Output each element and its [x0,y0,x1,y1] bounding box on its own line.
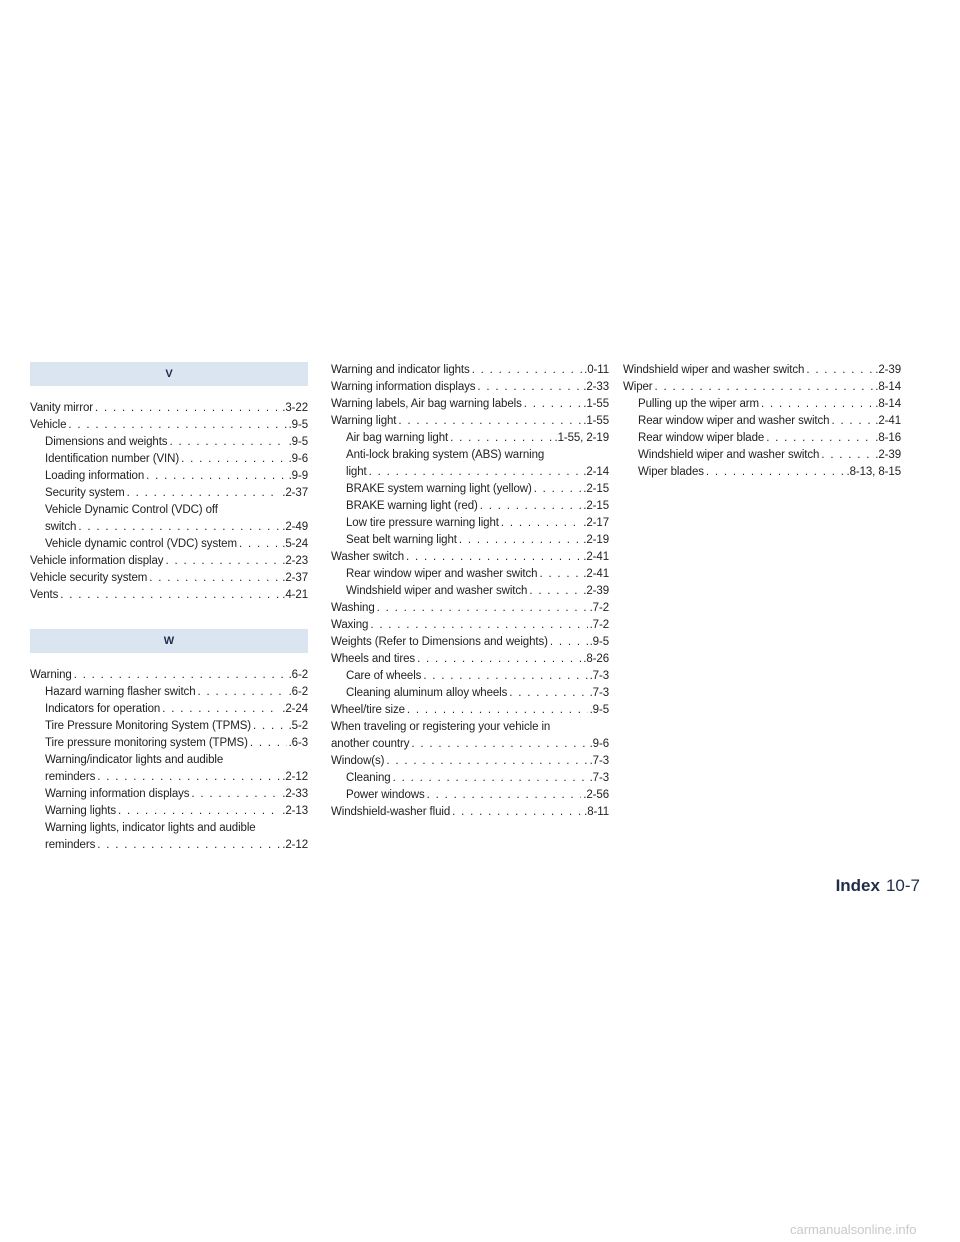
watermark: carmanualsonline.info [790,1222,917,1237]
index-subentry: Cleaning aluminum alloy wheels . . . .7-3 [331,685,609,702]
index-entry: Wheel/tire size . . . .9-5 [331,702,609,719]
index-subentry: reminders . . . .2-12 [30,837,308,854]
index-entry: Waxing . . . .7-2 [331,617,609,634]
index-entry: Windshield wiper and washer switch . . . .2-39 [623,362,901,379]
index-entry: Windshield-washer fluid . . . .8-11 [331,804,609,821]
section-header-v [30,362,308,386]
index-column-2 [331,362,609,821]
index-entry: Warning . . . .6-2 [30,667,308,684]
index-subentry: Rear window wiper blade . . . .8-16 [623,430,901,447]
index-subentry: Indicators for operation . . . .2-24 [30,701,308,718]
index-entry: Warning labels, Air bag warning labels . . . .1-55 [331,396,609,413]
index-subentry: Loading information . . . .9-9 [30,468,308,485]
index-subentry: BRAKE warning light (red) . . . .2-15 [331,498,609,515]
index-entry: Washer switch . . . .2-41 [331,549,609,566]
index-entry: Window(s) . . . .7-3 [331,753,609,770]
index-subentry: Tire pressure monitoring system (TPMS) . . . .6-3 [30,735,308,752]
index-subentry: Warning lights . . . .2-13 [30,803,308,820]
index-subentry: Security system . . . .2-37 [30,485,308,502]
index-subentry: Cleaning . . . .7-3 [331,770,609,787]
index-subentry: Warning/indicator lights and audible [45,754,224,766]
index-subentry: Vehicle Dynamic Control (VDC) off [45,504,218,516]
index-subentry: BRAKE system warning light (yellow) . . . .2-15 [331,481,609,498]
page-number: 10-7 [885,876,920,895]
index-subentry: Hazard warning flasher switch . . . .6-2 [30,684,308,701]
index-subentry: Tire Pressure Monitoring System (TPMS) . . . .5-2 [30,718,308,735]
index-entry: Washing . . . .7-2 [331,600,609,617]
index-entry: Wiper . . . .8-14 [623,379,901,396]
index-subentry: reminders . . . .2-12 [30,769,308,786]
index-subentry: Anti-lock braking system (ABS) warning [346,449,545,461]
section-letter-w: W [163,635,175,647]
index-subentry: Power windows . . . .2-56 [331,787,609,804]
index-entry: When traveling or registering your vehicle in [331,721,551,733]
index-entry: Warning and indicator lights . . . .0-11 [331,362,609,379]
section-letter-v: V [165,368,173,380]
index-entry: Vehicle security system . . . .2-37 [30,570,308,587]
index-subentry: light . . . .2-14 [331,464,609,481]
index-subentry: Dimensions and weights . . . .9-5 [30,434,308,451]
index-entry: Vehicle information display . . . .2-23 [30,553,308,570]
index-entry: Weights (Refer to Dimensions and weights) . . . .9-5 [331,634,609,651]
index-subentry: Vehicle dynamic control (VDC) system . . . .5-24 [30,536,308,553]
index-subentry: Seat belt warning light . . . .2-19 [331,532,609,549]
index-subentry: Windshield wiper and washer switch . . . .2-39 [331,583,609,600]
index-subentry: switch . . . .2-49 [30,519,308,536]
index-column-1 [30,362,308,854]
index-entry: Warning information displays . . . .2-33 [331,379,609,396]
index-subentry: Identification number (VIN) . . . .9-6 [30,451,308,468]
index-subentry: Rear window wiper and washer switch . . . .2-41 [623,413,901,430]
index-subentry: Wiper blades . . . .8-13, 8-15 [623,464,901,481]
index-subentry: Pulling up the wiper arm . . . .8-14 [623,396,901,413]
index-subentry: Rear window wiper and washer switch . . . .2-41 [331,566,609,583]
section-header-w [30,629,308,653]
index-column-3 [623,362,901,481]
page-footer [836,876,920,896]
index-subentry: Low tire pressure warning light . . . .2-17 [331,515,609,532]
index-subentry: Air bag warning light . . . .1-55, 2-19 [331,430,609,447]
index-subentry: Care of wheels . . . .7-3 [331,668,609,685]
index-entry: Warning light . . . .1-55 [331,413,609,430]
index-entry: Vents . . . .4-21 [30,587,308,604]
index-entry: Wheels and tires . . . .8-26 [331,651,609,668]
index-subentry: Warning lights, indicator lights and audible [45,822,256,834]
index-entry: Vanity mirror . . . .3-22 [30,400,308,417]
index-entry: Vehicle . . . .9-5 [30,417,308,434]
index-subentry: Windshield wiper and washer switch . . . .2-39 [623,447,901,464]
footer-section-label: Index [835,876,880,895]
index-subentry: Warning information displays . . . .2-33 [30,786,308,803]
index-entry: another country . . . .9-6 [331,736,609,753]
